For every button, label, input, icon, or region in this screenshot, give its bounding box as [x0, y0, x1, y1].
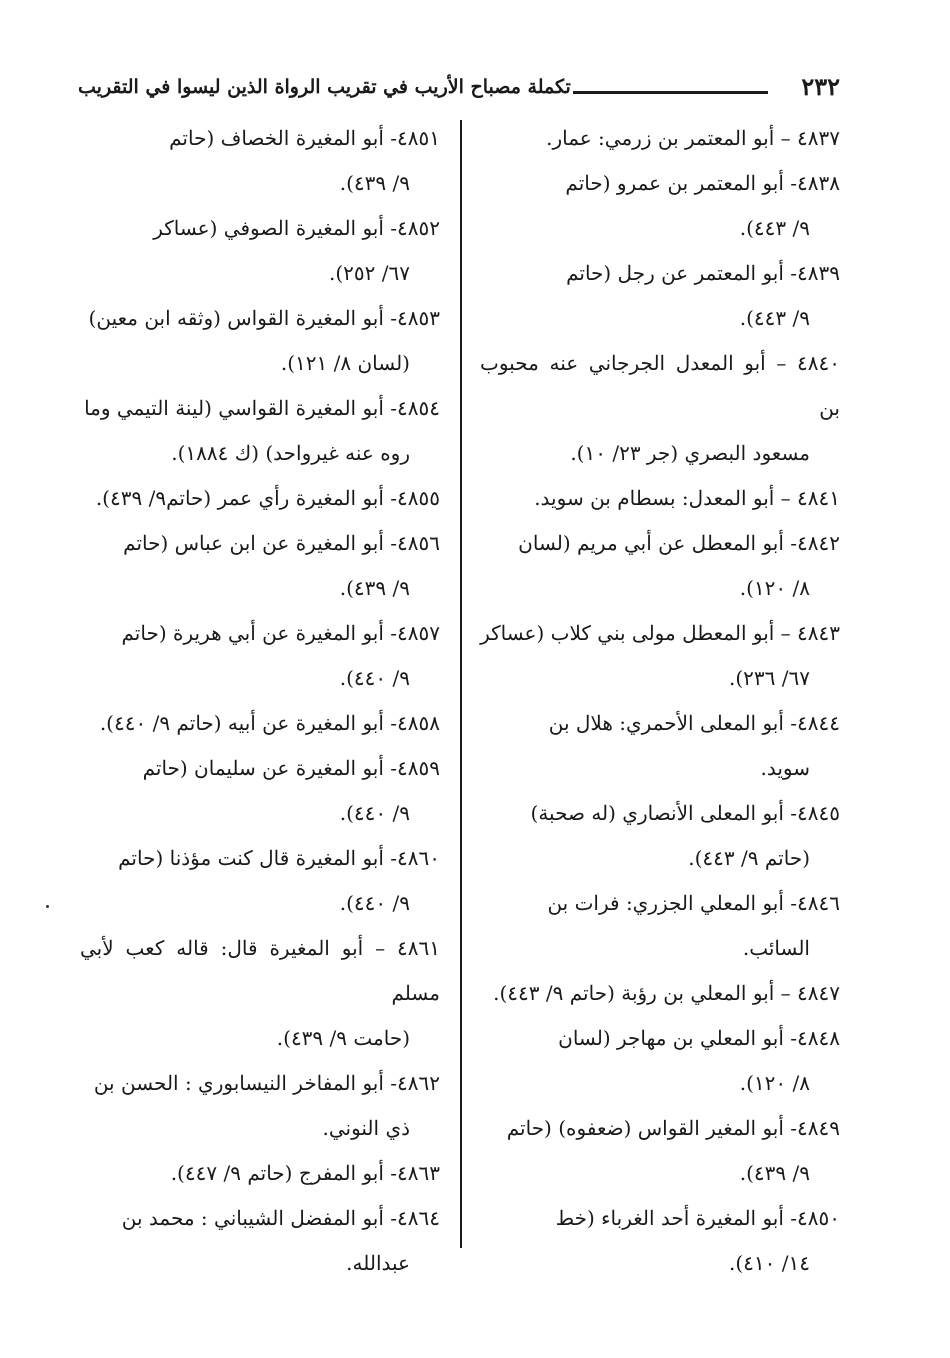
- left-column: [80, 116, 440, 1286]
- entry-continuation: ٨/ ١٢٠).: [739, 576, 810, 600]
- header-rule: [573, 91, 768, 94]
- entry: [80, 926, 440, 1061]
- entry: [80, 1196, 440, 1286]
- entry: [480, 521, 840, 611]
- entry-line: ٤٨٥٩- أبو المغيرة عن سليمان (حاتم: [142, 756, 440, 780]
- entry-continuation: ١٤/ ٤١٠).: [729, 1251, 810, 1275]
- entry: [480, 161, 840, 251]
- entry-line: ٤٨٥٢- أبو المغيرة الصوفي (عساكر: [153, 216, 440, 240]
- entry-line: ٤٨٣٧ – أبو المعتمر بن زرمي: عمار.: [546, 126, 840, 150]
- page-number: ٢٣٢: [801, 72, 840, 101]
- entry-continuation: (حامت ٩/ ٤٣٩).: [276, 1026, 410, 1050]
- entry-continuation: ذي النوني.: [322, 1116, 410, 1140]
- entry-continuation: ٩/ ٤٣٩).: [339, 171, 410, 195]
- entry-continuation: ٦٧/ ٢٣٦).: [729, 666, 810, 690]
- entry-continuation: ٩/ ٤٤٠).: [339, 891, 410, 915]
- entry: [480, 611, 840, 701]
- entry: [80, 611, 440, 701]
- entry-line: ٤٨٦١ – أبو المغيرة قال: قاله كعب لأبي مسلم: [80, 936, 440, 1005]
- entry-line: ٤٨٣٩- أبو المعتمر عن رجل (حاتم: [566, 261, 840, 285]
- entry-line: ٤٨٤٩- أبو المغير القواس (ضعفوه) (حاتم: [506, 1116, 840, 1140]
- entry: [480, 881, 840, 971]
- entry: [480, 1016, 840, 1106]
- entry-continuation: السائب.: [742, 936, 810, 960]
- entry: [480, 791, 840, 881]
- entry-continuation: ٩/ ٤٤٣).: [739, 306, 810, 330]
- entry: [80, 206, 440, 296]
- running-title: تكملة مصباح الأريب في تقريب الرواة الذين ليسوا في التقريب: [78, 76, 571, 98]
- entry-line: ٤٨٤٧ – أبو المعلي بن رؤبة (حاتم ٩/ ٤٤٣).: [493, 981, 840, 1005]
- entry-line: ٤٨٤٢- أبو المعطل عن أبي مريم (لسان: [518, 531, 840, 555]
- entry: [80, 701, 440, 746]
- entry: [480, 971, 840, 1016]
- entry-continuation: ٩/ ٤٤٣).: [739, 216, 810, 240]
- entry: [80, 116, 440, 206]
- entry-line: ٤٨٤٦- أبو المعلي الجزري: فرات بن: [547, 891, 840, 915]
- entry-line: ٤٨٤٥- أبو المعلى الأنصاري (له صحبة): [530, 801, 840, 825]
- running-header: [78, 72, 840, 108]
- entry-continuation: ٨/ ١٢٠).: [739, 1071, 810, 1095]
- entry-continuation: عبدالله.: [346, 1251, 410, 1275]
- entry-line: ٤٨٦٠- أبو المغيرة قال كنت مؤذنا (حاتم: [118, 846, 440, 870]
- entry: [80, 1151, 440, 1196]
- entry-continuation: ٩/ ٤٤٠).: [339, 666, 410, 690]
- entry-continuation: (حاتم ٩/ ٤٤٣).: [688, 846, 810, 870]
- entry: [80, 296, 440, 386]
- entry-line: ٤٨٦٣- أبو المفرج (حاتم ٩/ ٤٤٧).: [170, 1161, 440, 1185]
- entry-continuation: ٩/ ٤٤٠).: [339, 801, 410, 825]
- entry: [80, 521, 440, 611]
- entry-continuation: مسعود البصري (جر ٢٣/ ١٠).: [570, 441, 810, 465]
- entry: [80, 1061, 440, 1151]
- entry: [80, 746, 440, 836]
- entry: [80, 836, 440, 926]
- entry-line: ٤٨٤١ – أبو المعدل: بسطام بن سويد.: [534, 486, 840, 510]
- entry-line: ٤٨٥٤- أبو المغيرة القواسي (لينة التيمي وما: [84, 396, 440, 420]
- right-column: [480, 116, 840, 1286]
- entry-continuation: روه عنه غيرواحد) (ك ١٨٨٤).: [171, 441, 410, 465]
- entry: [480, 251, 840, 341]
- entry: [80, 386, 440, 476]
- entry-line: ٤٨٥٦- أبو المغيرة عن ابن عباس (حاتم: [123, 531, 440, 555]
- entry: [480, 341, 840, 476]
- entry-line: ٤٨٤٨- أبو المعلي بن مهاجر (لسان: [558, 1026, 840, 1050]
- entry: [480, 701, 840, 791]
- entry: [480, 1196, 840, 1286]
- entry-continuation: ٦٧/ ٢٥٢).: [329, 261, 410, 285]
- entry-line: ٤٨٥٧- أبو المغيرة عن أبي هريرة (حاتم: [121, 621, 440, 645]
- entry: [480, 116, 840, 161]
- entry-continuation: ٩/ ٤٣٩).: [339, 576, 410, 600]
- entry-line: ٤٨٣٨- أبو المعتمر بن عمرو (حاتم: [565, 171, 840, 195]
- margin-dot: [46, 905, 49, 908]
- entry-continuation: (لسان ٨/ ١٢١).: [280, 351, 410, 375]
- entry: [480, 1106, 840, 1196]
- entry-line: ٤٨٤٣ – أبو المعطل مولى بني كلاب (عساكر: [480, 621, 840, 645]
- entry: [480, 476, 840, 521]
- entry-line: ٤٨٤٠ – أبو المعدل الجرجاني عنه محبوب بن: [480, 351, 840, 420]
- entry-line: ٤٨٤٤- أبو المعلى الأحمري: هلال بن: [548, 711, 840, 735]
- entry: [80, 476, 440, 521]
- entry-line: ٤٨٥١- أبو المغيرة الخصاف (حاتم: [169, 126, 440, 150]
- entry-line: ٤٨٥٣- أبو المغيرة القواس (وثقه ابن معين): [88, 306, 440, 330]
- entry-line: ٤٨٥٠- أبو المغيرة أحد الغرباء (خط: [555, 1206, 840, 1230]
- entry-line: ٤٨٥٥- أبو المغيرة رأي عمر (حاتم٩/ ٤٣٩).: [95, 486, 440, 510]
- entry-continuation: سويد.: [760, 756, 810, 780]
- entry-continuation: ٩/ ٤٣٩).: [739, 1161, 810, 1185]
- column-divider: [460, 120, 462, 1248]
- entry-line: ٤٨٦٢- أبو المفاخر النيسابوري : الحسن بن: [93, 1071, 440, 1095]
- entry-line: ٤٨٦٤- أبو المفضل الشيباني : محمد بن: [121, 1206, 440, 1230]
- entry-line: ٤٨٥٨- أبو المغيرة عن أبيه (حاتم ٩/ ٤٤٠).: [99, 711, 440, 735]
